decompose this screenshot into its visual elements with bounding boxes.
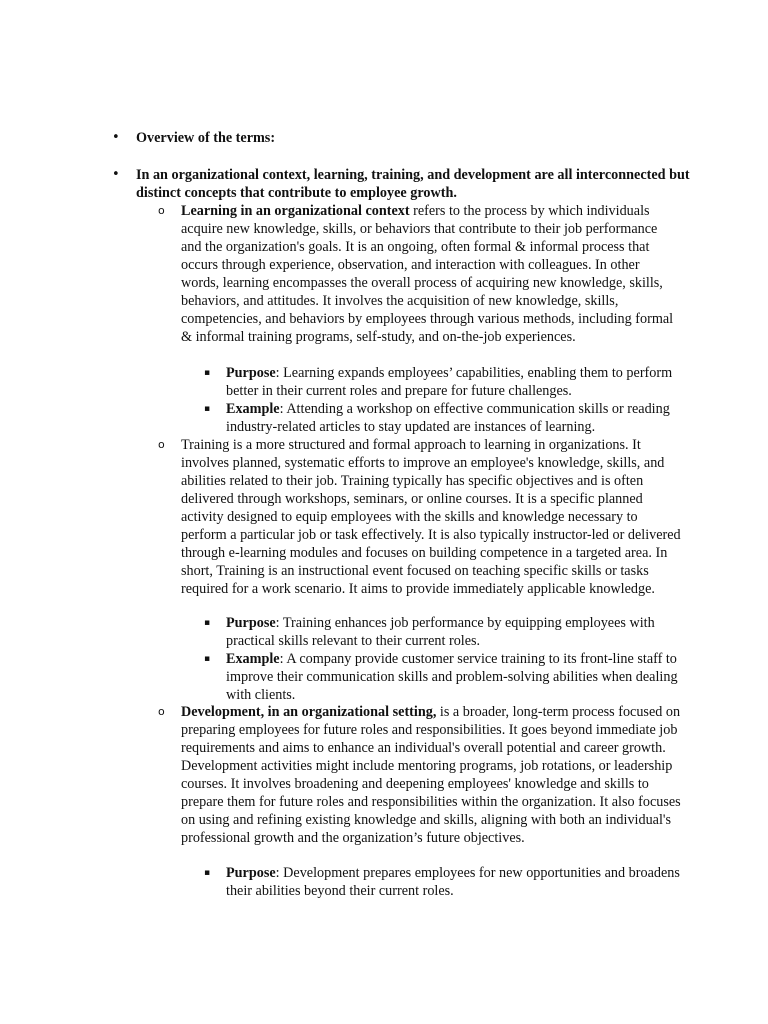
overview-heading [136, 129, 696, 147]
training-example-text: : A company provide customer service training to its front-line staff to improve their communication skills and problem-solving abilities when dealing with clients. [226, 651, 678, 703]
context-heading-text: In an organizational context, learning, training, and development are all interconnected but distinct concepts that contribute to employee growth. [136, 167, 690, 201]
learning-purpose-label: Purpose [226, 365, 276, 381]
learning-body: refers to the process by which individuals acquire new knowledge, skills, or behaviors that contribute to their job performance and the organization's goals. It is an ongoing, often formal & informal process that occurs through experience, observation, and interaction with colleagues. In other words, learning encompasses the overall process of acquiring new knowledge, skills, behaviors, and attitudes. It involves the acquisition of new knowledge, skills, competencies, and behaviors by employees through various methods, including formal & informal training programs, self-study, and on-the-job experiences. [181, 203, 674, 345]
training-paragraph [181, 436, 681, 598]
training-purpose-label: Purpose [226, 615, 276, 631]
learning-purpose-text: : Learning expands employees’ capabilities, enabling them to perform better in their current roles and prepare for future challenges. [226, 365, 673, 399]
training-purpose [226, 614, 681, 650]
square-marker: ▪ [204, 618, 211, 628]
square-marker: ▪ [204, 368, 211, 378]
learning-paragraph [181, 202, 681, 346]
square-marker: ▪ [204, 868, 211, 878]
development-purpose-label: Purpose [226, 865, 276, 881]
overview-heading-text: Overview of the terms: [136, 130, 276, 146]
development-lead: Development, in an organizational setting, [181, 704, 437, 720]
training-example [226, 650, 681, 704]
development-purpose-text: : Development prepares employees for new opportunities and broadens their abilities beyond their current roles. [226, 865, 680, 899]
training-body: Training is a more structured and formal approach to learning in organizations. It involves planned, systematic efforts to improve an employee's knowledge, skills, and abilities related to their job. Training typically has specific objectives and is often delivered through workshops, seminars, or online courses. It is a specific planned activity designed to equip employees with the skills and knowledge necessary to perform a particular job or task effectively. It is also typically instructor-led or delivered through e-learning modules and focuses on building competence in a targeted area. In short, Training is an instructional event focused on teaching specific skills or tasks required for a work scenario. It aims to provide immediately applicable knowledge. [181, 437, 681, 597]
learning-example [226, 400, 681, 436]
training-purpose-text: : Training enhances job performance by equipping employees with practical skills relevant to their current roles. [226, 615, 655, 649]
bullet-marker: • [112, 130, 120, 145]
training-example-label: Example [226, 651, 280, 667]
development-paragraph [181, 703, 681, 847]
square-marker: ▪ [204, 404, 211, 414]
circle-marker: o [158, 204, 165, 217]
square-marker: ▪ [204, 654, 211, 664]
development-purpose [226, 864, 681, 900]
learning-lead: Learning in an organizational context [181, 203, 410, 219]
circle-marker: o [158, 705, 165, 718]
circle-marker: o [158, 438, 165, 451]
context-heading [136, 166, 696, 202]
learning-purpose [226, 364, 681, 400]
learning-example-label: Example [226, 401, 280, 417]
learning-example-text: : Attending a workshop on effective communication skills or reading industry-related articles to stay updated are instances of learning. [226, 401, 670, 435]
bullet-marker: • [112, 167, 120, 182]
development-body: is a broader, long-term process focused on preparing employees for future roles and responsibilities. It goes beyond immediate job requirements and aims to enhance an individual's overall potential and career growth. Development activities might include mentoring programs, job rotations, or leadership courses. It involves broadening and deepening employees' knowledge and skills to prepare them for future roles and responsibilities within the organization. It also focuses on using and refining existing knowledge and skills, aligning with both an individual's professional growth and the organization’s future objectives. [181, 704, 681, 846]
